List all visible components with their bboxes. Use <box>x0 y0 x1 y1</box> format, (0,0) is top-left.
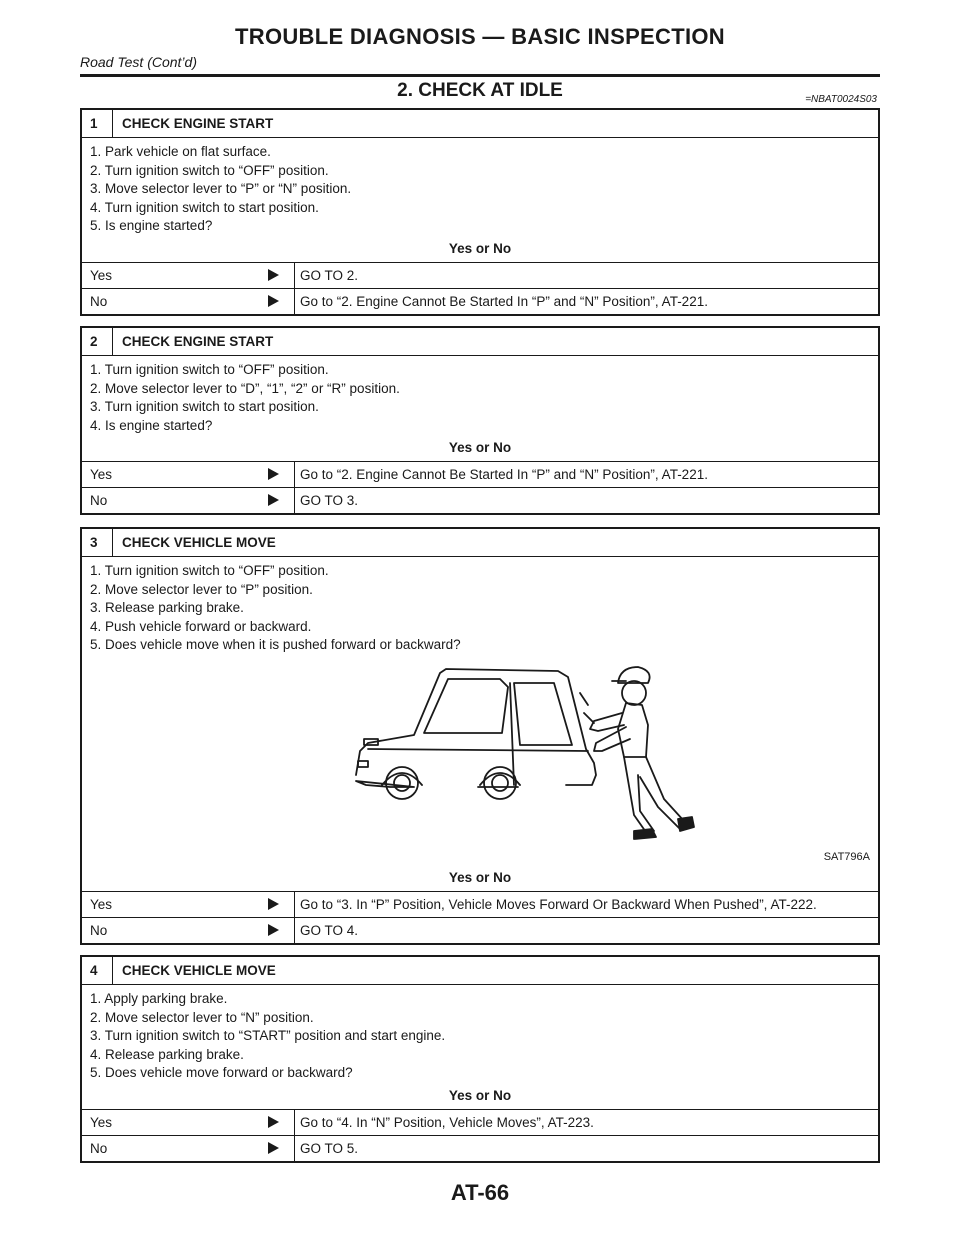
divider <box>112 328 113 355</box>
step-item: 4. Turn ignition switch to start position. <box>90 199 319 215</box>
no-label: No <box>90 1140 108 1156</box>
yes-label: Yes <box>90 467 113 482</box>
no-label: No <box>90 293 108 309</box>
divider <box>294 488 295 513</box>
yes-or-no-prompt: Yes or No <box>448 240 512 256</box>
step-item: 2. Turn ignition switch to “OFF” position. <box>90 162 329 178</box>
divider <box>294 462 295 487</box>
yes-action: GO TO 2. <box>300 267 359 283</box>
step-item: 5. Does vehicle move forward or backward? <box>90 1065 353 1080</box>
check-box-3 <box>80 527 880 945</box>
no-row <box>82 917 878 943</box>
box-header <box>82 529 878 557</box>
step-item: 2. Move selector lever to “P” position. <box>90 581 313 597</box>
no-action: Go to “2. Engine Cannot Be Started In “P” and “N” Position”, AT-221. <box>300 293 708 309</box>
yes-row <box>82 1109 878 1135</box>
box-title: CHECK VEHICLE MOVE <box>122 963 276 978</box>
step-item: 2. Move selector lever to “N” position. <box>90 1009 314 1025</box>
check-box-1 <box>80 108 880 316</box>
check-box-2 <box>80 326 880 515</box>
step-item: 4. Release parking brake. <box>90 1046 244 1062</box>
arrow-right-icon <box>268 468 279 480</box>
page-header-title: TROUBLE DIAGNOSIS — BASIC INSPECTION <box>235 24 725 49</box>
divider <box>294 263 295 288</box>
divider <box>112 529 113 556</box>
page-number: AT-66 <box>450 1180 510 1205</box>
header-rule <box>80 74 880 77</box>
step-list <box>82 985 878 1083</box>
box-header <box>82 957 878 985</box>
figure-code: SAT796A <box>823 850 870 863</box>
step-list <box>82 356 878 435</box>
no-action: GO TO 3. <box>300 493 359 508</box>
box-number: 2 <box>90 334 98 349</box>
step-item: 5. Is engine started? <box>90 218 213 233</box>
yes-or-no-prompt: Yes or No <box>448 1087 512 1103</box>
yes-label: Yes <box>90 1114 113 1130</box>
arrow-right-icon <box>268 494 279 506</box>
divider <box>294 289 295 314</box>
illustration-figure <box>82 655 878 865</box>
box-header <box>82 110 878 138</box>
divider <box>112 957 113 984</box>
box-header <box>82 328 878 356</box>
page-header-subtitle: Road Test (Cont’d) <box>80 54 197 70</box>
box-number: 4 <box>90 963 98 978</box>
arrow-right-icon <box>268 924 279 936</box>
step-item: 1. Turn ignition switch to “OFF” position. <box>90 563 329 578</box>
divider <box>294 918 295 943</box>
no-label: No <box>90 493 108 508</box>
yes-action: Go to “4. In “N” Position, Vehicle Moves”, AT-223. <box>300 1114 594 1130</box>
box-title: CHECK VEHICLE MOVE <box>122 535 276 550</box>
no-action: GO TO 4. <box>300 922 359 938</box>
step-item: 5. Does vehicle move when it is pushed forward or backward? <box>90 637 461 652</box>
step-item: 2. Move selector lever to “D”, “1”, “2” or “R” position. <box>90 380 400 396</box>
no-row <box>82 487 878 513</box>
no-row <box>82 1135 878 1161</box>
arrow-right-icon <box>268 898 279 910</box>
box-number: 3 <box>90 535 98 550</box>
step-item: 3. Turn ignition switch to start position. <box>90 399 319 414</box>
divider <box>294 1110 295 1135</box>
yes-row <box>82 262 878 288</box>
person-pushing-car-illustration <box>342 665 702 850</box>
arrow-right-icon <box>268 295 279 307</box>
arrow-right-icon <box>268 1116 279 1128</box>
step-item: 1. Apply parking brake. <box>90 991 228 1006</box>
arrow-right-icon <box>268 1142 279 1154</box>
divider <box>294 892 295 917</box>
no-label: No <box>90 922 108 938</box>
yes-row <box>82 891 878 917</box>
no-action: GO TO 5. <box>300 1140 359 1156</box>
step-item: 4. Push vehicle forward or backward. <box>90 618 312 634</box>
box-number: 1 <box>90 116 98 131</box>
box-title: CHECK ENGINE START <box>122 116 274 131</box>
step-list <box>82 138 878 236</box>
divider <box>294 1136 295 1161</box>
section-title: 2. CHECK AT IDLE <box>397 80 563 101</box>
step-item: 3. Move selector lever to “P” or “N” position. <box>90 181 352 196</box>
step-item: 1. Park vehicle on flat surface. <box>90 144 271 159</box>
no-row <box>82 288 878 314</box>
yes-or-no-prompt: Yes or No <box>448 869 512 885</box>
step-item: 3. Release parking brake. <box>90 600 244 615</box>
yes-action: Go to “2. Engine Cannot Be Started In “P” and “N” Position”, AT-221. <box>300 467 708 482</box>
yes-action: Go to “3. In “P” Position, Vehicle Moves Forward Or Backward When Pushed”, AT-222. <box>300 896 817 912</box>
divider <box>112 110 113 137</box>
yes-or-no-prompt: Yes or No <box>448 440 512 455</box>
step-item: 3. Turn ignition switch to “START” position and start engine. <box>90 1028 446 1043</box>
step-item: 1. Turn ignition switch to “OFF” position. <box>90 362 329 377</box>
yes-label: Yes <box>90 896 113 912</box>
section-reference: =NBAT0024S03 <box>805 94 877 105</box>
yes-row <box>82 461 878 487</box>
yes-label: Yes <box>90 267 113 283</box>
step-item: 4. Is engine started? <box>90 417 213 433</box>
step-list <box>82 557 878 655</box>
arrow-right-icon <box>268 269 279 281</box>
box-title: CHECK ENGINE START <box>122 334 274 349</box>
check-box-4 <box>80 955 880 1163</box>
